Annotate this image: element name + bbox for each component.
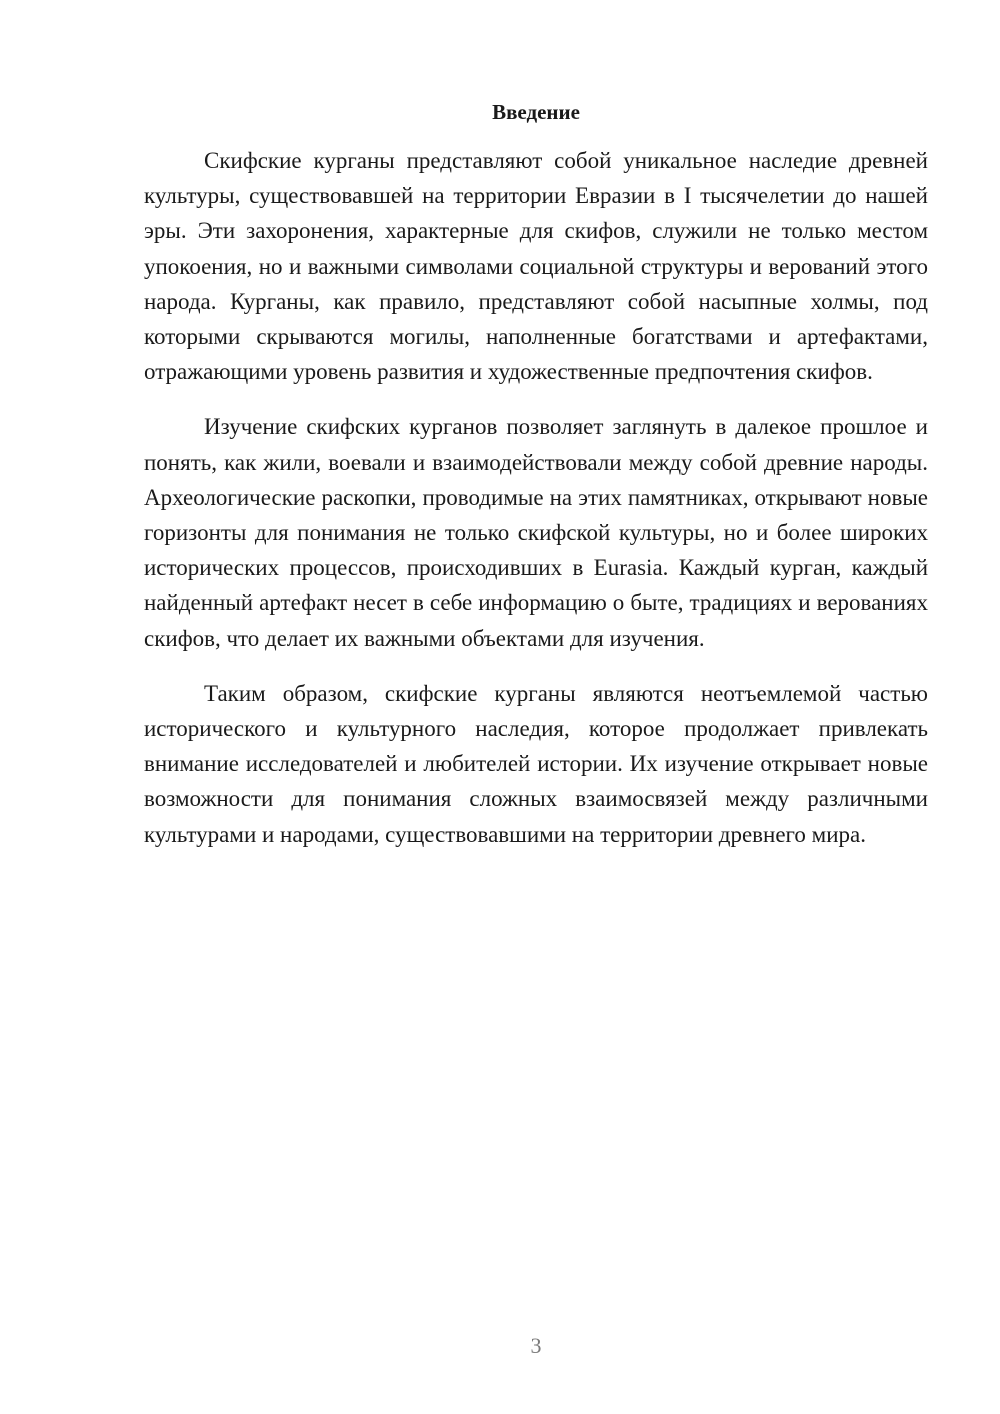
paragraph-conclusion: Таким образом, скифские курганы являются неотъемлемой частью исторического и культурного наследия, которое продолжает привлекать внимание исследователей и любителей истории. Их изучение открывает новые возможности для понимания сложных взаимосвязей между различными культурами и народами, существовавшими на территории древнего мира. xyxy=(144,680,928,847)
page-number: 3 xyxy=(530,1333,542,1358)
paragraph-study: Изучение скифских курганов позволяет заглянуть в далекое прошлое и понять, как жили, воевали и взаимодействовали между собой древние народы. Археологические раскопки, проводимые на этих памятниках, открывают новые горизонты для понимания не только скифской культуры, но и более широких исторических процессов, происходивших в Eurasia. Каждый курган, каждый найденный артефакт несет в себе информацию о быте, традициях и верованиях скифов, что делает их важными объектами для изучения. xyxy=(144,414,928,651)
paragraph-intro: Скифские курганы представляют собой уникальное наследие древней культуры, существовавшей на территории Евразии в I тысячелетии до нашей эры. Эти захоронения, характерные для скифов, служили не только местом упокоения, но и важными символами социальной структуры и верований этого народа. Курганы, как правило, представляют собой насыпные холмы, под которыми скрываются могилы, наполненные богатствами и артефактами, отражающими уровень развития и художественные предпочтения скифов. xyxy=(144,148,928,385)
body-text xyxy=(144,143,928,872)
section-heading: Введение xyxy=(492,100,580,124)
